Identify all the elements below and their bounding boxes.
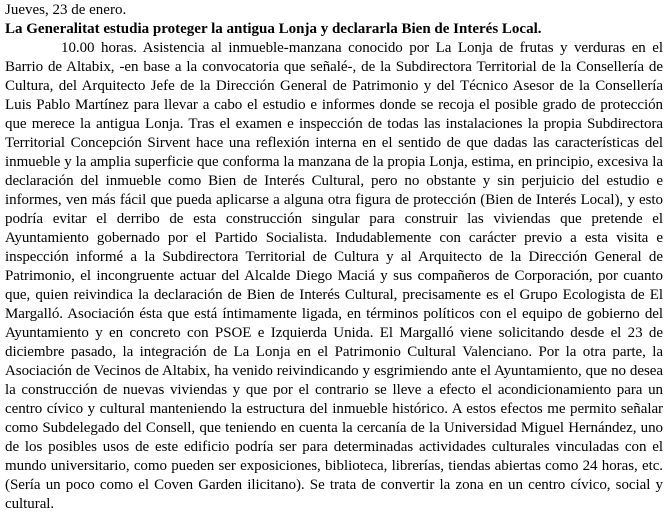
entry-body-paragraph: 10.00 horas. Asistencia al inmueble-manzana conocido por La Lonja de frutas y verduras en el Barrio de Altabix, -en base a la convocatoria que señalé-, de la Subdirectora Territorial de la Consellería de Cultura, del Arquitecto Jefe de la Dirección General de Patrimonio y del Técnico Asesor de la Consellería Luis Pablo Martínez para llevar a cabo el estudio e informes donde se recoja el posible grado de protección que merece la antigua Lonja. Tras el examen e inspección de todas las instalaciones la propia Subdirectora Territorial Concepción Sirvent hace una reflexión interna en el sentido de que dadas las características del inmueble y la amplia superficie que conforma la manzana de la propia Lonja, estima, en principio, excesiva la declaración del inmueble como Bien de Interés Cultural, pero no obstante y sin perjuicio del estudio e informes, ven más fácil que pueda aplicarse a alguna otra figura de protección (Bien de Interés Local), y esto podría evitar el derribo de esta construcción singular para construir las viviendas que pretende el Ayuntamiento gobernado por el Partido Socialista. Indudablemente con carácter previo a esta visita e inspección informé a la Subdirectora Territorial de Cultura y al Arquitecto de la Dirección General de Patrimonio, el incongruente actuar del Alcalde Diego Maciá y sus compañeros de Corporación, por cuanto que, quien reivindica la declaración de Bien de Interés Cultural, precisamente es el Grupo Ecologista de El Margalló. Asociación ésta que está íntimamente ligada, en términos políticos con el equipo de gobierno del Ayuntamiento y en concreto con PSOE e Izquierda Unida. El Margalló viene solicitando desde el 23 de diciembre pasado, la integración de La Lonja en el Patrimonio Cultural Valenciano. Por la otra parte, la Asociación de Vecinos de Altabix, ha venido reivindicando y esgrimiendo ante el Ayuntamiento, que no desea la construcción de nuevas viviendas y que por el contrario se lleve a efecto el acondicionamiento para un centro cívico y cultural manteniendo la estructura del inmueble histórico. A estos efectos me permito señalar como Subdelegado del Consell, que teniendo en cuenta la cercanía de la Universidad Miguel Hernández, uno de los posibles usos de este edificio podría ser para determinadas actividades culturales vinculadas con el mundo universitario, como pueden ser exposiciones, biblioteca, librerías, tiendas abiertas como 24 horas, etc. (Sería un poco como el Coven Garden ilicitano). Se trata de convertir la zona en un centro cívico, social y cultural. (5, 40, 663, 512)
document-page (5, 0, 663, 514)
entry-date: Jueves, 23 de enero. (5, 2, 127, 18)
entry-headline: La Generalitat estudia proteger la antigua Lonja y declararla Bien de Interés Local. (5, 21, 542, 37)
